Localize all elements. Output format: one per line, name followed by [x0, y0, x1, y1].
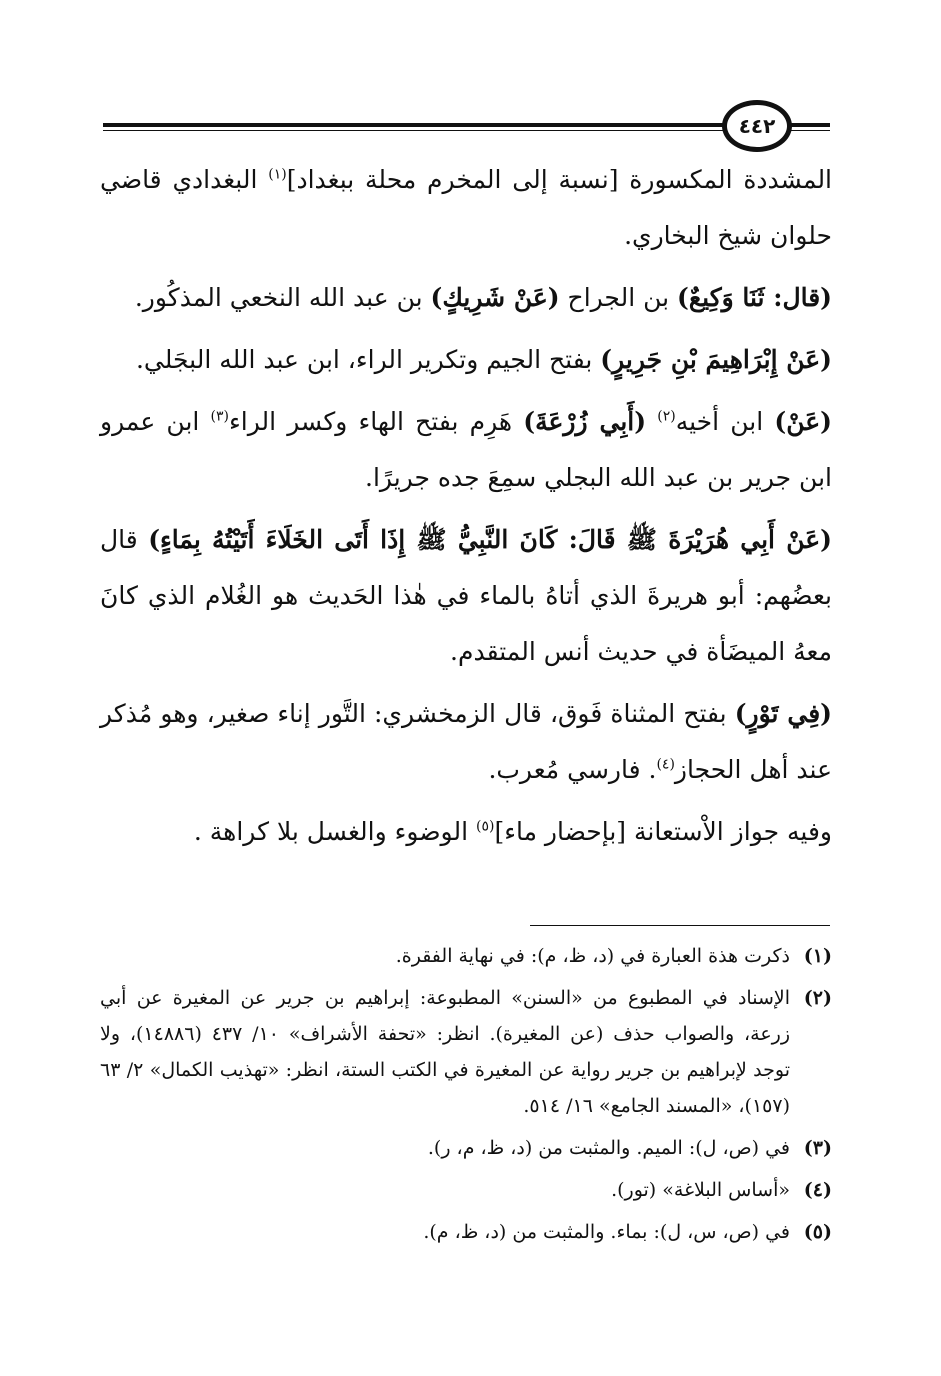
quoted-text: (فِي تَوْرٍ): [734, 699, 832, 728]
paragraph: [100, 394, 832, 506]
footnote-text: «أساس البلاغة» (تور).: [611, 1179, 790, 1201]
paragraph: [100, 270, 832, 326]
paragraph: [100, 332, 832, 388]
commentary-text: المشددة المكسورة [نسبة إلى المخرم محلة ببغداد]: [286, 165, 833, 194]
commentary-text: بن الجراح: [559, 283, 678, 312]
paragraph: [100, 804, 832, 860]
commentary-text: الوضوء والغسل بلا كراهة .: [193, 817, 476, 846]
commentary-text: ابن أخيه: [675, 407, 775, 436]
footnote-text: ذكرت هذة العبارة في (د، ظ، م): في نهاية الفقرة.: [395, 945, 790, 967]
quoted-text: (عَنْ إِبْرَاهِيمَ بْنِ جَرِيرٍ): [600, 345, 832, 374]
quoted-text: (عَنْ شَرِيكٍ): [430, 283, 560, 312]
paragraph: [100, 152, 832, 264]
paragraph: [100, 686, 832, 798]
commentary-text: وفيه جواز الاْستعانة [بإحضار ماء]: [494, 817, 832, 846]
footnote-number: (٥): [803, 1221, 832, 1243]
quoted-text: (أَبِي زُرْعَةَ): [523, 407, 647, 436]
commentary-text: . فارسي مُعرب.: [488, 755, 657, 784]
commentary-text: بفتح المثناة فَوق، قال الزمخشري: التَّور إناء صغير، وهو مُذكر عند أهل الحجاز: [100, 699, 832, 784]
header-rule-thin: [103, 130, 723, 131]
commentary-text: هَرِم بفتح الهاء وكسر الراء: [229, 407, 524, 436]
paragraph: [100, 512, 832, 680]
footnote-text: الإسناد في المطبوع من «السنن» المطبوعة: إبراهيم بن جرير عن المغيرة عن أبي زرعة، والصواب حذف (عن المغيرة). انظر: «تحفة الأشراف» ١٠/ ٤٣٧ (١٤٨٨٦)، ولا توجد لإبراهيم بن جرير رواية عن المغيرة في الكتب الستة، انظر: «تهذيب الكمال» ٢/ ٦٣ (١٥٧)، «المسند الجامع» ١٦/ ٥١٤.: [100, 987, 791, 1117]
footnote-ref[interactable]: (٢): [657, 408, 676, 425]
footnote-text: في (ص، ل): الميم. والمثبت من (د، ظ، م، ر).: [427, 1137, 790, 1159]
footnote-number: (٢): [803, 987, 832, 1009]
commentary-text: بفتح الجيم وتكرير الراء، ابن عبد الله البجَلي.: [135, 345, 601, 374]
quoted-text: (عَنْ): [774, 407, 832, 436]
header-rule: [103, 123, 723, 127]
footnote-text: في (ص، س، ل): بماء. والمثبت من (د، ظ، م).: [423, 1221, 790, 1243]
footnote-number: (١): [803, 945, 832, 967]
footnote-ref[interactable]: (٤): [656, 756, 675, 773]
footnote-number: (٣): [803, 1137, 832, 1159]
footnote-ref[interactable]: (١): [268, 166, 287, 183]
footnote-ref[interactable]: (٣): [210, 408, 230, 425]
commentary-text: قال بعضُهم: أبو هريرةَ الذي أتاهُ بالماء في هٰذا الحَديث هو الغُلام الذي كانَ معهُ الميضَأة في حديث أنس المتقدم.: [100, 525, 832, 666]
page-number: ٤٤٢: [722, 100, 792, 152]
commentary-text: ابن عمرو ابن جرير بن عبد الله البجلي سمِعَ جده جريرًا.: [100, 407, 832, 492]
commentary-text: [646, 407, 657, 436]
commentary-text: بن عبد الله النخعي المذكُور.: [134, 283, 431, 312]
header-rule-end: [790, 123, 830, 127]
footnote-ref[interactable]: (٥): [475, 818, 495, 835]
footnote: [100, 980, 832, 1124]
quoted-text: (عَنْ أَبِي هُرَيْرَةَ ﷺ قَالَ: كَانَ النَّبِيُّ ﷺ إِذَا أَتَى الخَلَاءَ أَتَيْتُهُ بِمَاءٍ): [148, 525, 832, 554]
quoted-text: (قال: ثَنَا وَكِيعٌ): [677, 283, 832, 312]
header-rule-end-thin: [790, 130, 830, 131]
footnote: [100, 938, 832, 974]
footnote-divider: [530, 925, 830, 926]
footnote: [100, 1214, 832, 1250]
footnote: [100, 1130, 832, 1166]
footnote-number: (٤): [803, 1179, 832, 1201]
main-text: [100, 152, 832, 866]
commentary-text: البغدادي قاضي حلوان شيخ البخاري.: [100, 165, 832, 250]
footnote: [100, 1172, 832, 1208]
footnotes: [100, 938, 832, 1256]
